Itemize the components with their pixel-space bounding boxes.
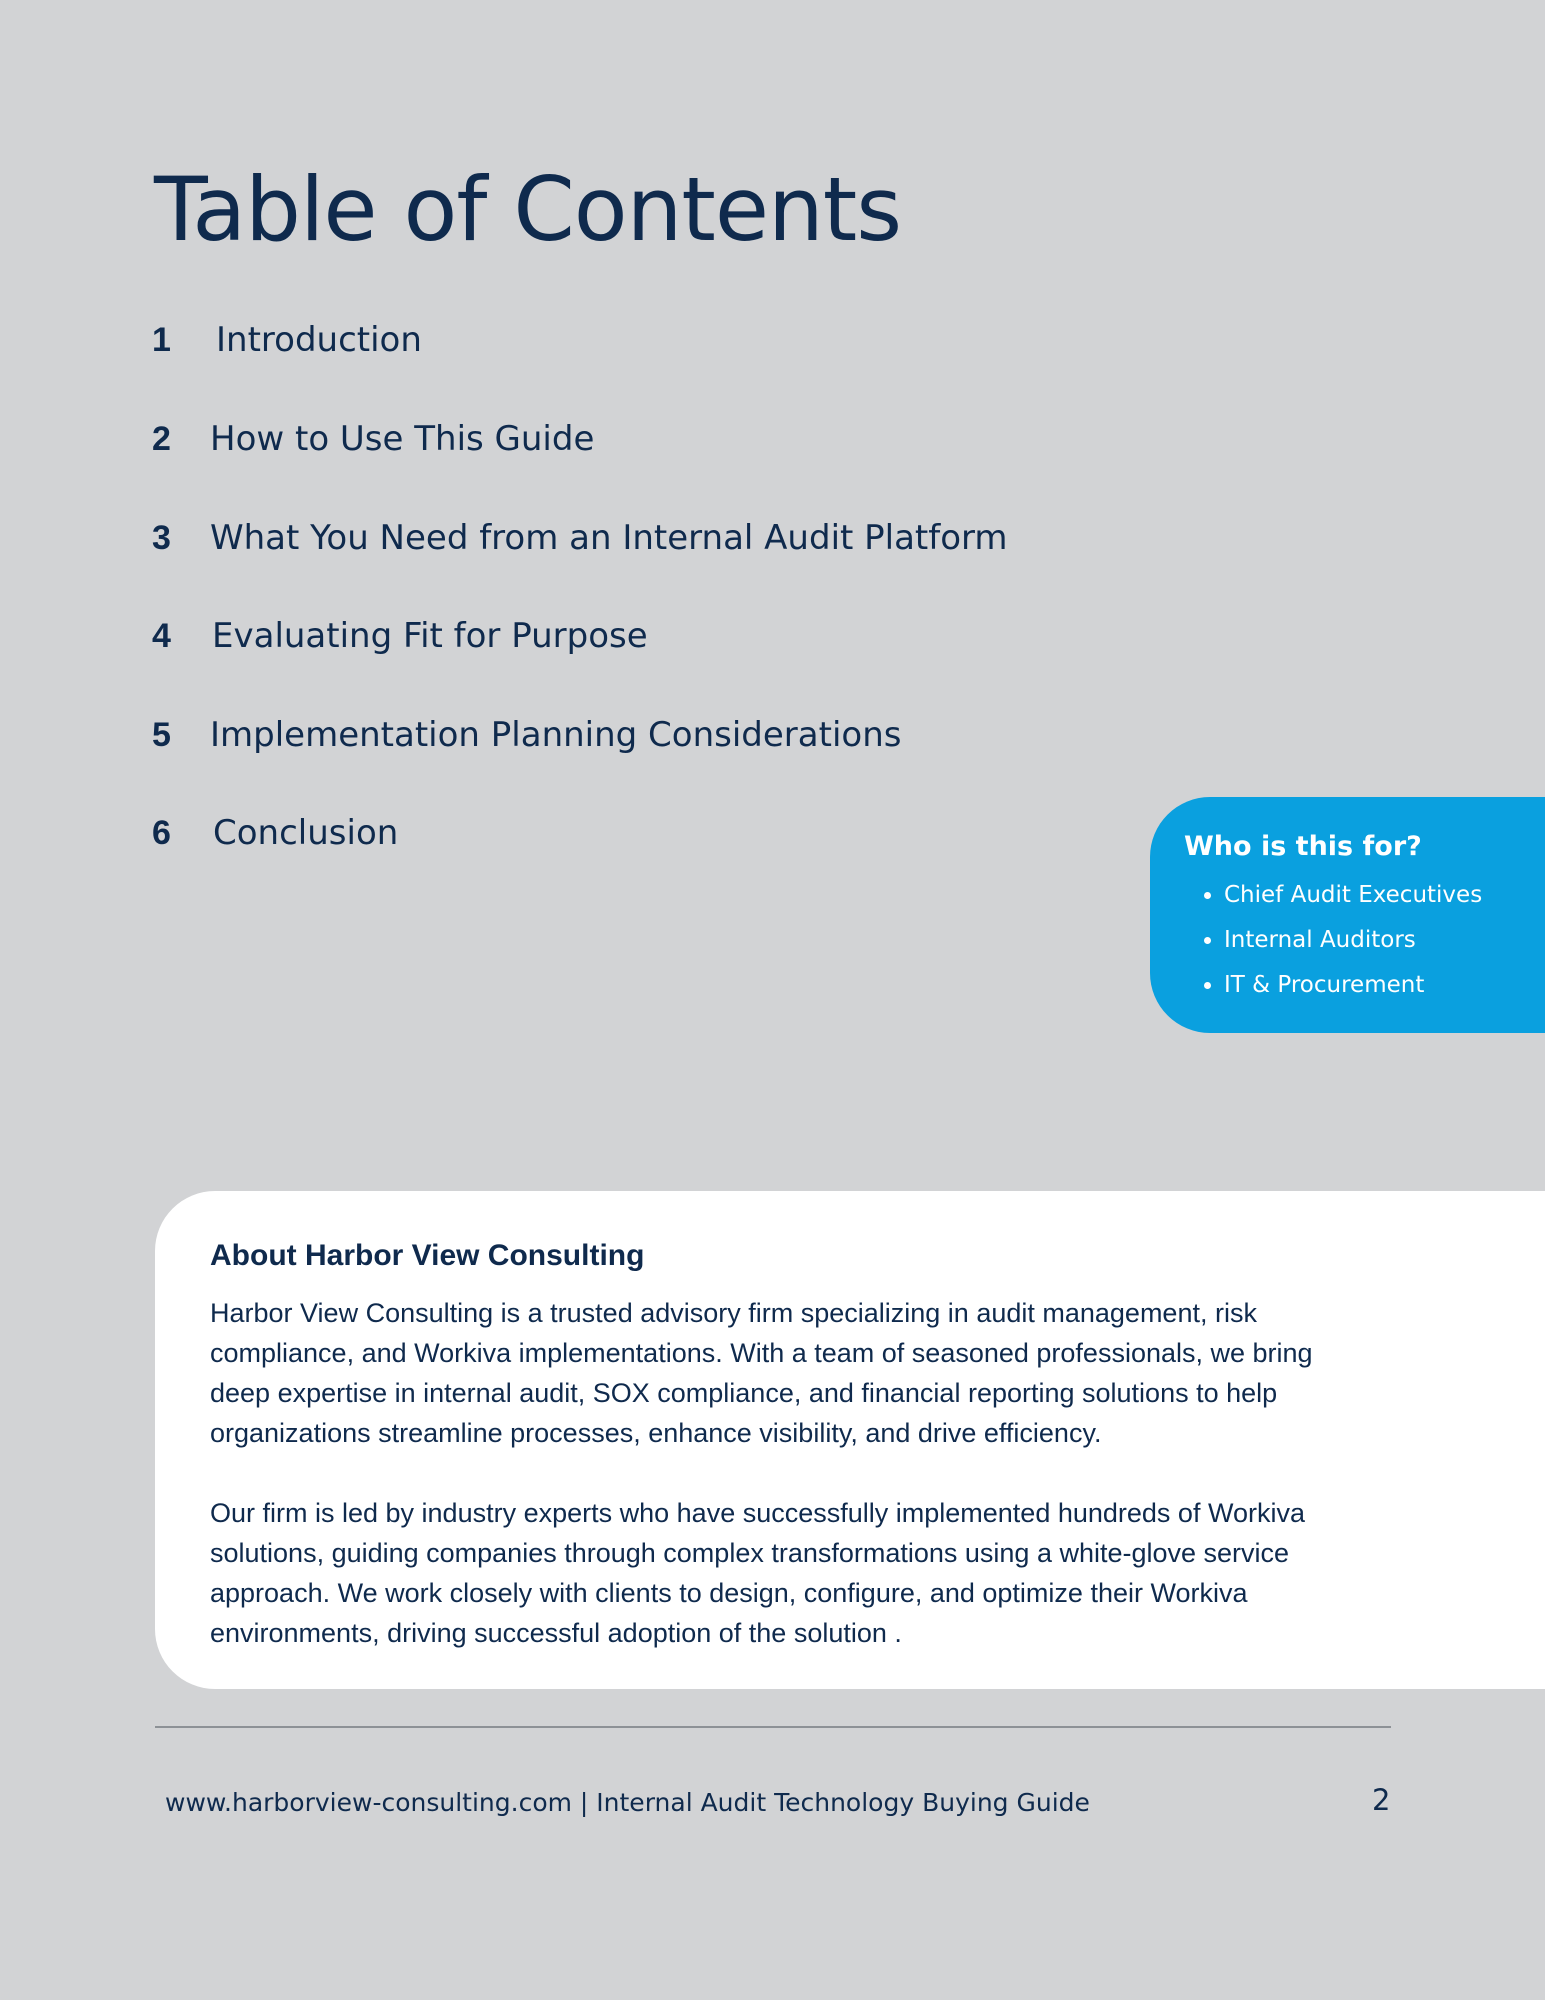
about-title: About Harbor View Consulting (210, 1239, 645, 1272)
toc-entry-evaluating-fit[interactable] (152, 611, 648, 661)
toc-label: Introduction (216, 320, 422, 360)
audience-item: • Internal Auditors (1224, 918, 1545, 963)
footer-text[interactable]: www.harborview-consulting.com | Internal Audit Technology Buying Guide (165, 1788, 1090, 1817)
toc-label: How to Use This Guide (210, 419, 595, 459)
toc-number: 2 (152, 420, 171, 458)
audience-list (1184, 873, 1545, 1008)
toc-label: Conclusion (213, 813, 399, 853)
audience-callout (1150, 797, 1545, 1033)
toc-number: 5 (152, 716, 171, 754)
page-title: Table of Contents (154, 158, 902, 261)
toc-label: What You Need from an Internal Audit Platform (210, 518, 1008, 558)
about-paragraph: Our firm is led by industry experts who have successfully implemented hundreds of Workiva solutions, guiding companies through complex transformations using a white-glove service approach. We work closely with clients to design, configure, and optimize their Workiva environments, driving successful adoption of the solution . (210, 1498, 1305, 1648)
toc-number: 6 (152, 814, 171, 852)
about-section (155, 1191, 1545, 1689)
footer-divider (155, 1726, 1391, 1728)
about-paragraph: Harbor View Consulting is a trusted advisory firm specializing in audit management, risk compliance, and Workiva implementations. With a team of seasoned professionals, we bring deep expertise in internal audit, SOX compliance, and financial reporting solutions to help organizations streamline processes, enhance visibility, and drive efficiency. (210, 1298, 1313, 1448)
toc-entry-how-to-use[interactable] (152, 414, 594, 464)
audience-item: • Chief Audit Executives (1224, 873, 1545, 918)
toc-label: Implementation Planning Considerations (210, 715, 902, 755)
toc-number: 1 (152, 321, 171, 359)
toc-number: 4 (152, 617, 171, 655)
toc-entry-platform-needs[interactable] (152, 513, 1008, 563)
toc-label: Evaluating Fit for Purpose (212, 616, 648, 656)
page-number: 2 (1372, 1783, 1391, 1817)
toc-entry-conclusion[interactable] (152, 808, 398, 858)
toc-number: 3 (152, 519, 171, 557)
audience-item: • IT & Procurement (1224, 963, 1545, 1008)
audience-title: Who is this for? (1184, 831, 1422, 862)
toc-entry-introduction[interactable] (152, 315, 422, 365)
toc-entry-implementation-planning[interactable] (152, 710, 901, 760)
